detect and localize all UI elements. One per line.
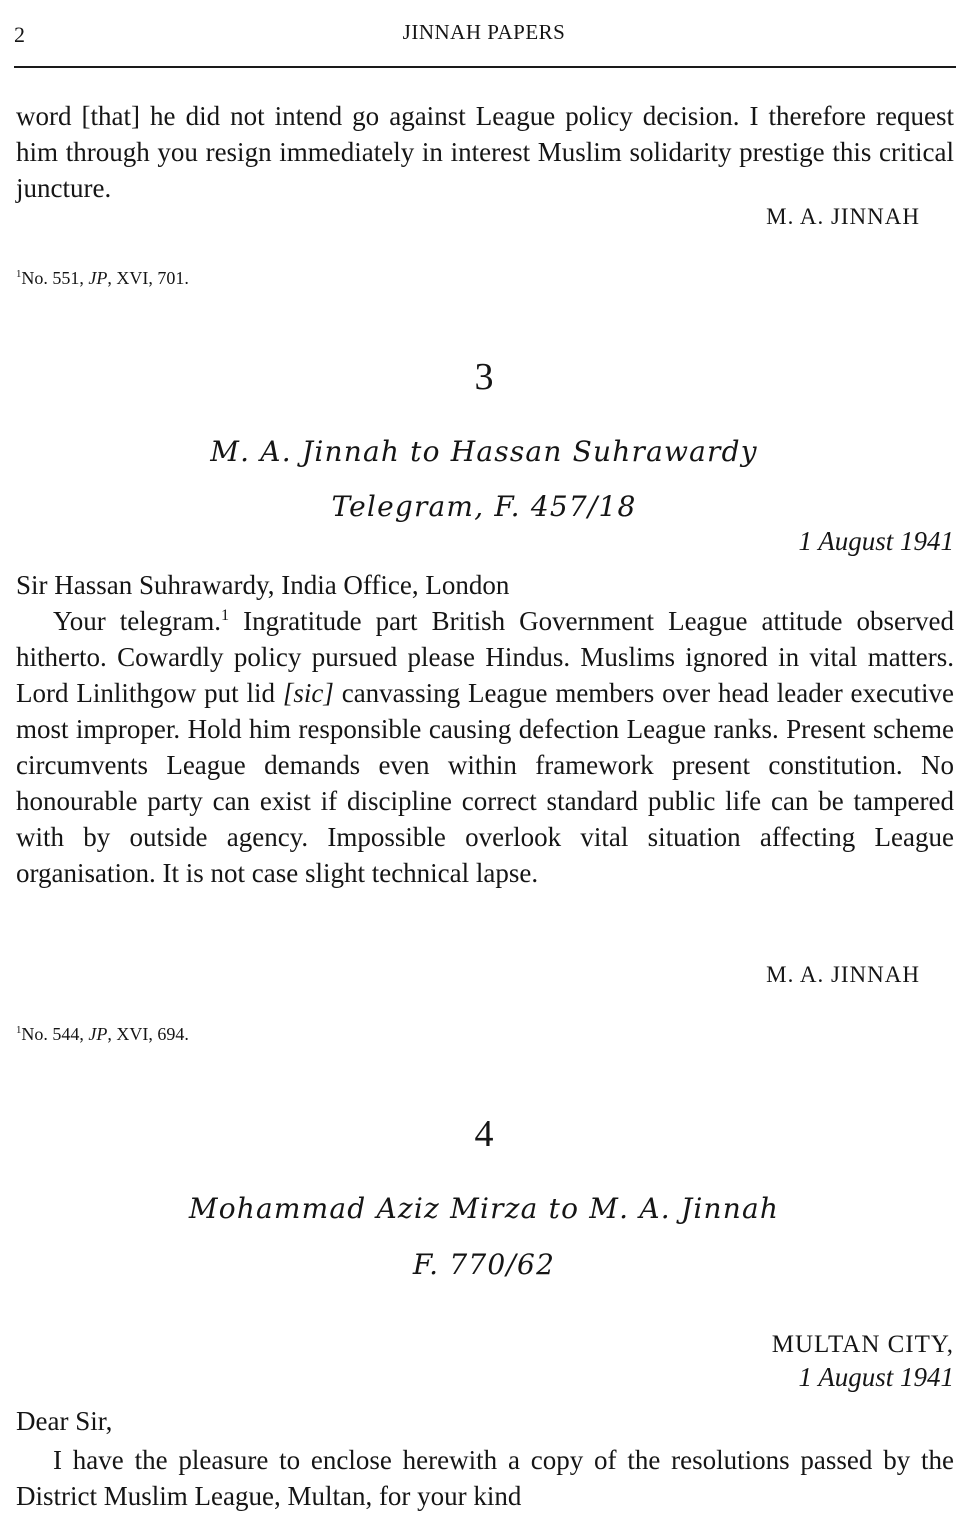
doc3-body-part1: Ingratitude part British Government League attitude observed hitherto. Cowardly policy pursued please Hindus. Muslims ignored in vital matters. Lord Linlithgow put lid bbox=[16, 606, 954, 708]
doc3-body-start: Your telegram. bbox=[53, 606, 221, 636]
doc4-title: Mohammad Aziz Mirza to M. A. Jinnah bbox=[188, 1192, 780, 1225]
doc3-addressee: Sir Hassan Suhrawardy, India Office, London bbox=[16, 570, 510, 600]
doc4-date: 1 August 1941 bbox=[798, 1362, 954, 1392]
footnote-suffix: , XVI, 701. bbox=[107, 268, 189, 288]
continuation-paragraph: word [that] he did not intend go against League policy decision. I therefore request him through you resign immediately in interest Muslim solidarity prestige this critical juncture. bbox=[16, 101, 954, 203]
doc3-title: M. A. Jinnah to Hassan Suhrawardy bbox=[210, 435, 758, 468]
doc4-salutation: Dear Sir, bbox=[16, 1406, 113, 1436]
doc4-place: MULTAN CITY, bbox=[771, 1331, 954, 1358]
page-number: 2 bbox=[14, 22, 25, 47]
doc4-number: 4 bbox=[474, 1113, 494, 1155]
doc3-body-part2: canvassing League members over head leader executive most improper. Hold him responsible causing defection League ranks. Present scheme circumvents League demands even within framework present constitution. No honourable party can exist if discipline correct standard public life can be tampered with by outside agency. Impossible overlook vital situation affecting League organisation. It is not case slight technical lapse. bbox=[16, 678, 954, 888]
footnote-marker: 1 bbox=[16, 268, 22, 280]
doc3-body-marker: 1 bbox=[221, 606, 230, 624]
doc3-body bbox=[16, 603, 954, 891]
footnote-italic: JP bbox=[88, 1024, 108, 1044]
doc3-number: 3 bbox=[474, 356, 494, 398]
doc4-subtitle: F. 770/62 bbox=[412, 1248, 556, 1281]
doc3-date: 1 August 1941 bbox=[798, 526, 954, 556]
page-header bbox=[14, 16, 954, 52]
footnote-marker: 1 bbox=[16, 1024, 22, 1036]
doc4-body: I have the pleasure to enclose herewith a copy of the resolutions passed by the District Muslim League, Multan, for your kind bbox=[16, 1445, 954, 1511]
running-title: JINNAH PAPERS bbox=[402, 20, 566, 44]
doc3-subtitle: Telegram, F. 457/18 bbox=[331, 490, 637, 523]
doc3-footnote bbox=[16, 1024, 189, 1045]
footnote-suffix: , XVI, 694. bbox=[107, 1024, 189, 1044]
header-rule bbox=[14, 66, 956, 68]
continuation-signature: M. A. JINNAH bbox=[766, 204, 920, 229]
doc3-signature: M. A. JINNAH bbox=[766, 962, 920, 987]
footnote-prefix: No. 551, bbox=[21, 268, 89, 288]
footnote-prefix: No. 544, bbox=[21, 1024, 89, 1044]
continuation-footnote bbox=[16, 268, 189, 289]
doc3-body-sic: [sic] bbox=[282, 678, 334, 708]
footnote-italic: JP bbox=[88, 268, 108, 288]
